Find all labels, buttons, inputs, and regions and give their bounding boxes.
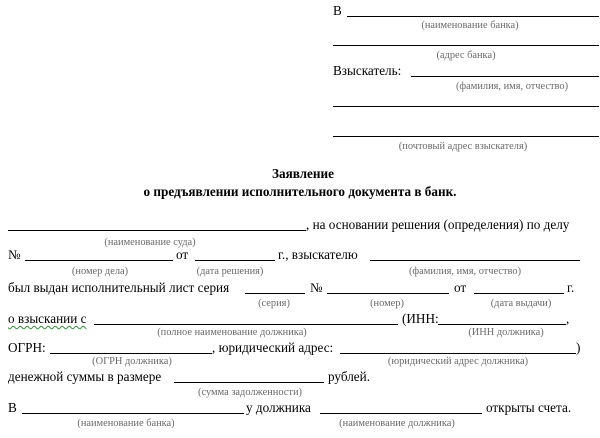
- row4-close: ,: [566, 311, 570, 326]
- claimant-address-field-2[interactable]: [333, 136, 599, 137]
- series-caption: (серия): [258, 298, 290, 309]
- row3-from: от: [454, 280, 467, 295]
- row6-rub: рублей.: [328, 369, 371, 384]
- debtor-name-field[interactable]: [320, 413, 482, 414]
- row7-accounts: открыты счета.: [486, 400, 572, 415]
- court-caption: (наименование суда): [104, 237, 196, 248]
- debt-amount-caption: (сумма задолженности): [198, 387, 302, 398]
- row3-no: №: [310, 280, 323, 295]
- bank-address-caption: (адрес банка): [436, 50, 496, 61]
- bank-name-field-2[interactable]: [22, 413, 244, 414]
- court-name-field[interactable]: [8, 230, 306, 231]
- row7-in: В: [8, 400, 17, 415]
- bank-caption-2: (наименование банка): [77, 418, 175, 429]
- debtor-full-caption: (полное наименование должника): [157, 327, 307, 338]
- to-label: В: [333, 3, 342, 18]
- claimant-address-caption: (почтовый адрес взыскателя): [398, 141, 528, 152]
- debtor-ogrn-field[interactable]: [50, 353, 212, 354]
- row2-no: №: [8, 247, 21, 262]
- issue-date-caption: (дата выдачи): [490, 298, 552, 309]
- claimant-address-field-1[interactable]: [333, 106, 599, 107]
- bank-name-caption: (наименование банка): [421, 20, 519, 31]
- claimant-name-field[interactable]: [411, 76, 599, 77]
- debtor-legal-address-field[interactable]: [340, 353, 576, 354]
- row3-issued: был выдан исполнительный лист серия: [8, 280, 230, 295]
- claimant-fio-caption: (фамилия, имя, отчество): [408, 266, 522, 277]
- row1-text: , на основании решения (определения) по делу: [306, 217, 570, 232]
- row4-recovery: о взыскании с: [8, 311, 87, 326]
- case-number-caption: (номер дела): [71, 266, 129, 277]
- claimant-label: Взыскатель:: [333, 63, 402, 78]
- row5-legal-address: , юридический адрес:: [212, 340, 334, 355]
- number-caption: (номер): [370, 298, 404, 309]
- decision-date-caption: (дата решения): [196, 266, 264, 277]
- series-field[interactable]: [245, 293, 305, 294]
- document-subtitle: о предъявлении исполнительного документа в банк.: [143, 184, 457, 199]
- issue-date-field[interactable]: [474, 293, 564, 294]
- debtor-name-caption: (наименование должника): [339, 418, 455, 429]
- bank-name-field[interactable]: [347, 16, 599, 17]
- row4-inn: (ИНН:: [402, 311, 439, 326]
- row3-year: г.: [567, 280, 575, 295]
- bank-address-field[interactable]: [333, 45, 599, 46]
- decision-date-field[interactable]: [195, 260, 275, 261]
- row2-from: от: [176, 247, 189, 262]
- writ-number-field[interactable]: [327, 293, 449, 294]
- debtor-inn-caption: (ИНН должника): [468, 327, 544, 338]
- debtor-legal-address-caption: (юридический адрес должника): [387, 356, 529, 367]
- claimant-fio-field[interactable]: [370, 260, 580, 261]
- debtor-inn-field[interactable]: [438, 324, 566, 325]
- claimant-name-caption: (фамилия, имя, отчество): [455, 81, 569, 92]
- row2-year-claimant: г., взыскателю: [278, 247, 358, 262]
- row7-debtor: у должника: [246, 400, 311, 415]
- row5-ogrn: ОГРН:: [8, 340, 46, 355]
- debt-amount-field[interactable]: [174, 382, 324, 383]
- row6-amount: денежной суммы в размере: [8, 369, 162, 384]
- case-number-field[interactable]: [25, 260, 173, 261]
- document-title: Заявление: [272, 166, 334, 181]
- debtor-full-name-field[interactable]: [94, 324, 398, 325]
- row5-close: ): [576, 340, 581, 355]
- debtor-ogrn-caption: (ОГРН должника): [92, 356, 172, 367]
